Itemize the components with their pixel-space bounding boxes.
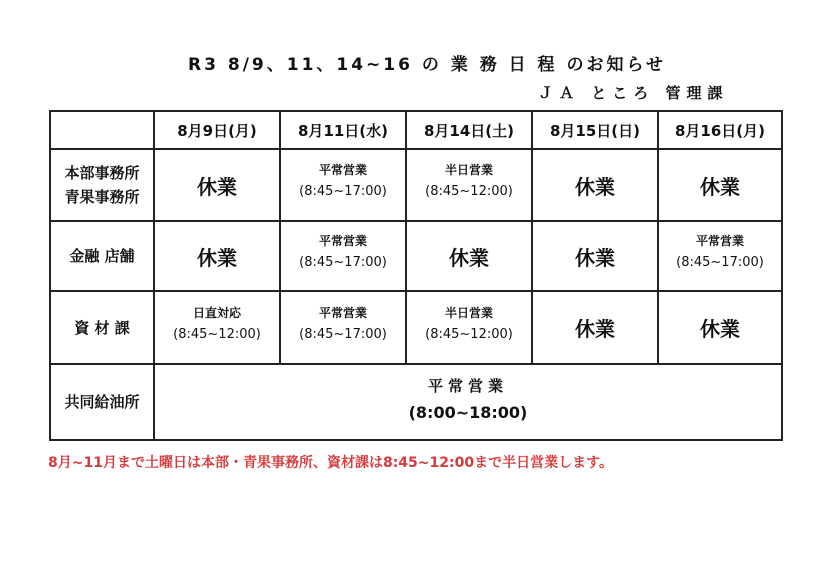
row-header-honbu: 本部事務所 青果事務所 xyxy=(50,149,154,221)
hours-label: (8:45~17:00) xyxy=(676,255,764,270)
status-label: 平常営業 xyxy=(318,234,367,248)
schedule-cell xyxy=(154,291,280,364)
schedule-cell xyxy=(406,291,532,364)
hours-label: (8:45~17:00) xyxy=(299,255,387,270)
table-row xyxy=(50,291,782,364)
status-label: 平常営業 xyxy=(318,305,367,320)
saturday-note: 8月~11月まで土曜日は本部・青果事務所、資材課は8:45~12:00まで半日営業します。 xyxy=(48,455,613,471)
date-header: 8月11日(水) xyxy=(280,111,406,149)
table-row xyxy=(50,149,782,221)
status-label: 半日営業 xyxy=(444,163,493,177)
date-header: 8月14日(土) xyxy=(406,111,532,149)
date-header: 8月9日(月) xyxy=(154,111,280,149)
row-header-fuel: 共同給油所 xyxy=(50,364,154,440)
schedule-cell xyxy=(658,221,782,291)
closed-label: 休業 xyxy=(197,174,237,199)
schedule-cell xyxy=(280,221,406,291)
corner-cell xyxy=(50,111,154,149)
table-row xyxy=(50,221,782,291)
schedule-cell xyxy=(154,221,280,291)
status-label: 半日営業 xyxy=(444,305,493,320)
row-header-kinyu: 金融 店舗 xyxy=(50,221,154,291)
closed-label: 休業 xyxy=(197,245,237,270)
schedule-cell xyxy=(658,149,782,221)
schedule-cell xyxy=(280,291,406,364)
schedule-table xyxy=(49,110,783,441)
closed-label: 休業 xyxy=(575,174,615,199)
schedule-cell xyxy=(532,221,658,291)
status-label: 平常営業 xyxy=(427,376,508,395)
hours-label: (8:45~12:00) xyxy=(173,326,261,342)
date-header: 8月16日(月) xyxy=(658,111,782,149)
status-label: 平常営業 xyxy=(318,163,367,177)
schedule-cell xyxy=(532,291,658,364)
status-label: 日直対応 xyxy=(192,305,241,320)
date-header: 8月15日(日) xyxy=(532,111,658,149)
closed-label: 休業 xyxy=(575,317,615,341)
hours-label: (8:45~17:00) xyxy=(299,326,387,342)
notice-title: R3 8/9、11、14~16 の 業 務 日 程 のお知らせ xyxy=(188,55,666,75)
closed-label: 休業 xyxy=(449,245,489,270)
fuel-schedule-cell xyxy=(154,364,782,440)
schedule-cell xyxy=(406,149,532,221)
header-row xyxy=(50,111,782,149)
schedule-cell xyxy=(280,149,406,221)
closed-label: 休業 xyxy=(700,174,740,199)
closed-label: 休業 xyxy=(575,245,615,270)
schedule-cell xyxy=(658,291,782,364)
hours-label: (8:45~17:00) xyxy=(299,184,387,199)
schedule-cell xyxy=(532,149,658,221)
row-header-shizai: 資 材 課 xyxy=(50,291,154,364)
schedule-cell xyxy=(154,149,280,221)
status-label: 平常営業 xyxy=(695,234,744,248)
table-row xyxy=(50,364,782,440)
hours-label: (8:45~12:00) xyxy=(425,326,513,342)
issuer-name: ＪＡ ところ 管理課 xyxy=(538,84,729,102)
closed-label: 休業 xyxy=(700,317,740,341)
hours-label: (8:00~18:00) xyxy=(408,402,528,422)
schedule-cell xyxy=(406,221,532,291)
hours-label: (8:45~12:00) xyxy=(425,184,513,199)
